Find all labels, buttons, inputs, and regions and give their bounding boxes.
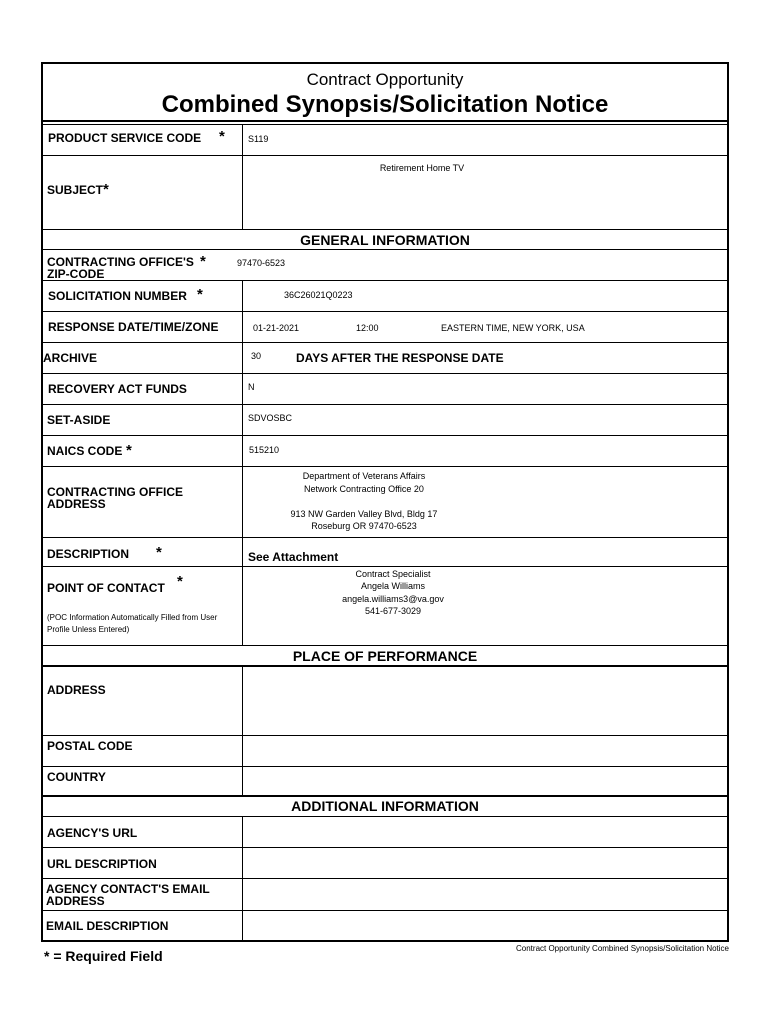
place-address-label: ADDRESS xyxy=(47,683,106,697)
set-aside-field[interactable]: SDVOSBC xyxy=(248,413,293,423)
contact-line: Contract Specialist xyxy=(355,569,431,579)
subject-field[interactable]: Retirement Home TV xyxy=(379,163,465,173)
country-label: COUNTRY xyxy=(47,770,106,784)
point-of-contact-label: POINT OF CONTACT xyxy=(47,581,165,595)
column-divider xyxy=(242,280,243,645)
column-divider xyxy=(242,124,243,229)
section-general-information: GENERAL INFORMATION xyxy=(300,232,470,248)
zip-code-field[interactable]: 97470-6523 xyxy=(237,258,286,268)
description-field[interactable]: See Attachment xyxy=(248,550,339,564)
required-marker: * xyxy=(219,128,225,145)
row-divider xyxy=(41,910,729,911)
response-date-field[interactable]: 01-21-2021 xyxy=(253,323,300,333)
row-divider xyxy=(41,249,729,250)
row-divider xyxy=(41,435,729,436)
form-subtitle: Contract Opportunity xyxy=(306,70,464,89)
row-divider xyxy=(41,816,729,817)
agency-email-field[interactable] xyxy=(244,880,728,909)
subject-label: SUBJECT xyxy=(47,183,104,197)
row-divider xyxy=(41,404,729,405)
url-description-field[interactable] xyxy=(244,849,728,877)
row-divider xyxy=(41,229,729,230)
point-of-contact-note: (POC Information Automatically Filled from User Profile Unless Entered) xyxy=(47,613,218,634)
required-marker: * xyxy=(156,544,162,561)
row-divider xyxy=(41,566,729,567)
row-divider xyxy=(41,155,729,156)
agency-url-field[interactable] xyxy=(244,818,728,846)
section-additional-information: ADDITIONAL INFORMATION xyxy=(291,798,479,814)
column-divider xyxy=(242,816,243,942)
archive-label: ARCHIVE xyxy=(43,351,98,365)
product-service-code-field[interactable]: S119 xyxy=(248,134,269,144)
email-description-field[interactable] xyxy=(244,912,728,940)
row-divider xyxy=(41,280,729,281)
naics-code-field[interactable]: 515210 xyxy=(249,445,280,455)
response-zone-field[interactable]: EASTERN TIME, NEW YORK, USA xyxy=(441,323,585,333)
response-time-field[interactable]: 12:00 xyxy=(356,323,379,333)
section-place-of-performance: PLACE OF PERFORMANCE xyxy=(292,648,478,664)
form-footer-name: Contract Opportunity Combined Synopsis/Solicitation Notice xyxy=(516,944,729,953)
header-divider-inner xyxy=(41,124,729,125)
solicitation-number-label: SOLICITATION NUMBER xyxy=(48,289,187,303)
description-label: DESCRIPTION xyxy=(47,547,130,561)
row-divider xyxy=(41,466,729,467)
column-divider xyxy=(242,665,243,795)
row-divider xyxy=(41,878,729,879)
recovery-act-funds-label: RECOVERY ACT FUNDS xyxy=(48,382,187,396)
set-aside-label: SET-ASIDE xyxy=(47,413,111,427)
recovery-act-funds-field[interactable]: N xyxy=(248,382,255,392)
postal-code-label: POSTAL CODE xyxy=(47,739,133,753)
required-marker: * xyxy=(126,442,132,459)
row-divider xyxy=(41,795,729,797)
naics-code-label: NAICS CODE xyxy=(47,444,123,458)
row-divider xyxy=(41,311,729,312)
archive-days-field[interactable]: 30 xyxy=(251,351,262,361)
form-title: Combined Synopsis/Solicitation Notice xyxy=(161,91,609,118)
agency-url-label: AGENCY'S URL xyxy=(47,826,138,840)
contact-line: 541-677-3029 xyxy=(364,606,422,616)
address-line: Roseburg OR 97470-6523 xyxy=(311,521,417,531)
agency-email-label: AGENCY CONTACT'S EMAIL ADDRESS xyxy=(46,882,210,908)
row-divider xyxy=(41,766,729,767)
address-line: Network Contracting Office 20 xyxy=(304,484,424,494)
header-divider xyxy=(41,120,729,122)
email-description-label: EMAIL DESCRIPTION xyxy=(46,919,169,933)
zip-code-label: CONTRACTING OFFICE'S ZIP-CODE xyxy=(47,255,194,281)
postal-code-field[interactable] xyxy=(244,737,728,765)
contracting-office-address-label: CONTRACTING OFFICE ADDRESS xyxy=(47,485,183,511)
archive-days-text: DAYS AFTER THE RESPONSE DATE xyxy=(296,351,504,365)
required-marker: * xyxy=(200,253,206,270)
product-service-code-label: PRODUCT SERVICE CODE xyxy=(48,131,202,145)
row-divider xyxy=(41,537,729,538)
contact-line: angela.williams3@va.gov xyxy=(342,594,444,604)
response-date-label: RESPONSE DATE/TIME/ZONE xyxy=(48,320,219,334)
required-marker: * xyxy=(197,286,203,303)
row-divider xyxy=(41,847,729,848)
country-field[interactable] xyxy=(244,768,728,794)
required-marker: * xyxy=(177,573,183,590)
url-description-label: URL DESCRIPTION xyxy=(47,857,157,871)
row-divider xyxy=(41,342,729,343)
place-address-field[interactable] xyxy=(244,667,728,734)
row-divider xyxy=(41,373,729,374)
row-divider xyxy=(41,645,729,646)
required-field-note: * = Required Field xyxy=(44,948,163,964)
required-marker: * xyxy=(103,181,109,198)
solicitation-number-field[interactable]: 36C26021Q0223 xyxy=(284,290,353,300)
address-line: Department of Veterans Affairs xyxy=(302,471,426,481)
address-line: 913 NW Garden Valley Blvd, Bldg 17 xyxy=(290,509,438,519)
row-divider xyxy=(41,735,729,736)
contact-line: Angela Williams xyxy=(360,581,426,591)
